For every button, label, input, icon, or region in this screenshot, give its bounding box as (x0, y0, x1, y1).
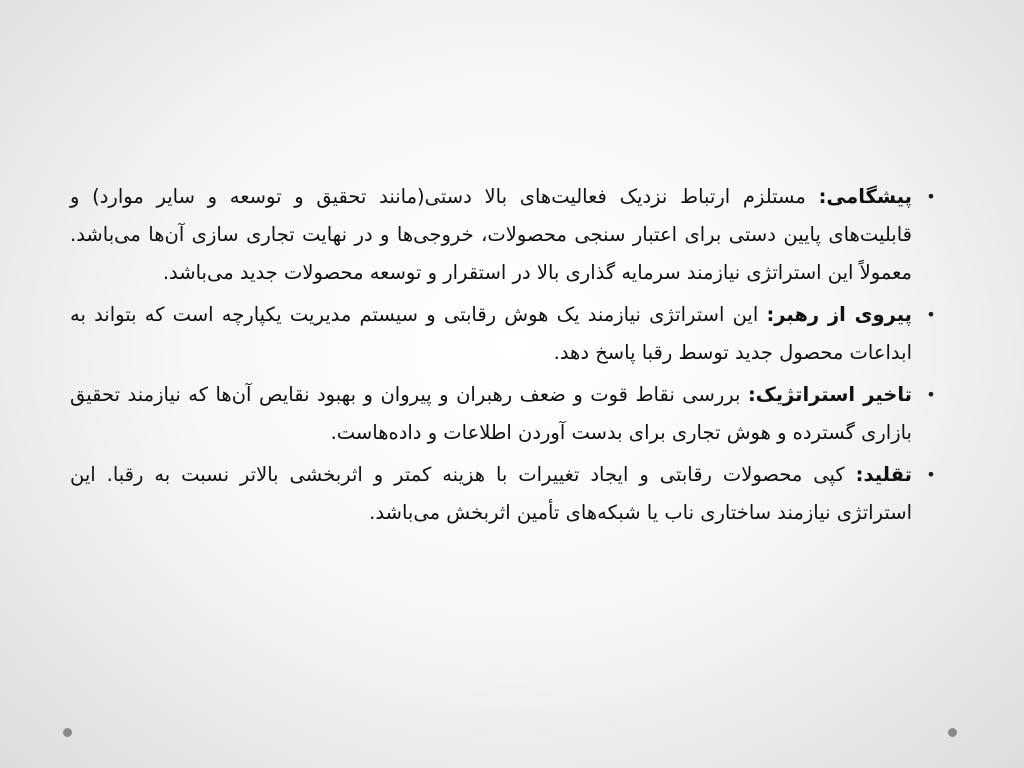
bullet-text: بررسی نقاط قوت و ضعف رهبران و پیروان و بهبود نقایص آن‌ها که نیازمند تحقیق بازاری گسترده و هوش تجاری برای بدست آوردن اطلاعات و داده‌هاست. (70, 383, 912, 444)
bullet-icon: • (926, 187, 936, 206)
bullet-icon: • (926, 305, 936, 324)
bullet-item-imitation (70, 456, 950, 532)
decorative-dot-icon (948, 728, 957, 737)
bullet-text: کپی محصولات رقابتی و ایجاد تغییرات با هزینه کمتر و اثربخشی بالاتر نسبت به رقبا. این استراتژی نیازمند ساختاری ناب یا شبکه‌های تأمین اثربخش می‌باشد. (70, 463, 912, 524)
bullet-term: تقلید: (855, 463, 912, 486)
bullet-term: پیروی از رهبر: (766, 303, 912, 326)
decorative-dot-icon (63, 728, 72, 737)
bullet-item-leadership (70, 178, 950, 292)
bullet-term: تاخیر استراتژیک: (747, 383, 912, 406)
bullet-list (70, 178, 950, 536)
bullet-text: این استراتژی نیازمند یک هوش رقابتی و سیستم مدیریت یکپارچه است که بتواند به ابداعات محصول جدید توسط رقبا پاسخ دهد. (70, 303, 912, 364)
bullet-icon: • (926, 465, 936, 484)
bullet-item-follow-leader (70, 296, 950, 372)
bullet-text: مستلزم ارتباط نزدیک فعالیت‌های بالا دستی(مانند تحقیق و توسعه و سایر موارد) و قابلیت‌های پایین دستی برای اعتبار سنجی محصولات، خروجی‌ها و در نهایت تجاری سازی آن‌ها می‌باشد. معمولاً این استراتژی نیازمند سرمایه گذاری بالا در استقرار و توسعه محصولات جدید می‌باشد. (70, 185, 912, 284)
bullet-icon: • (926, 385, 936, 404)
bullet-term: پیشگامی: (818, 185, 912, 208)
bullet-item-strategic-delay (70, 376, 950, 452)
